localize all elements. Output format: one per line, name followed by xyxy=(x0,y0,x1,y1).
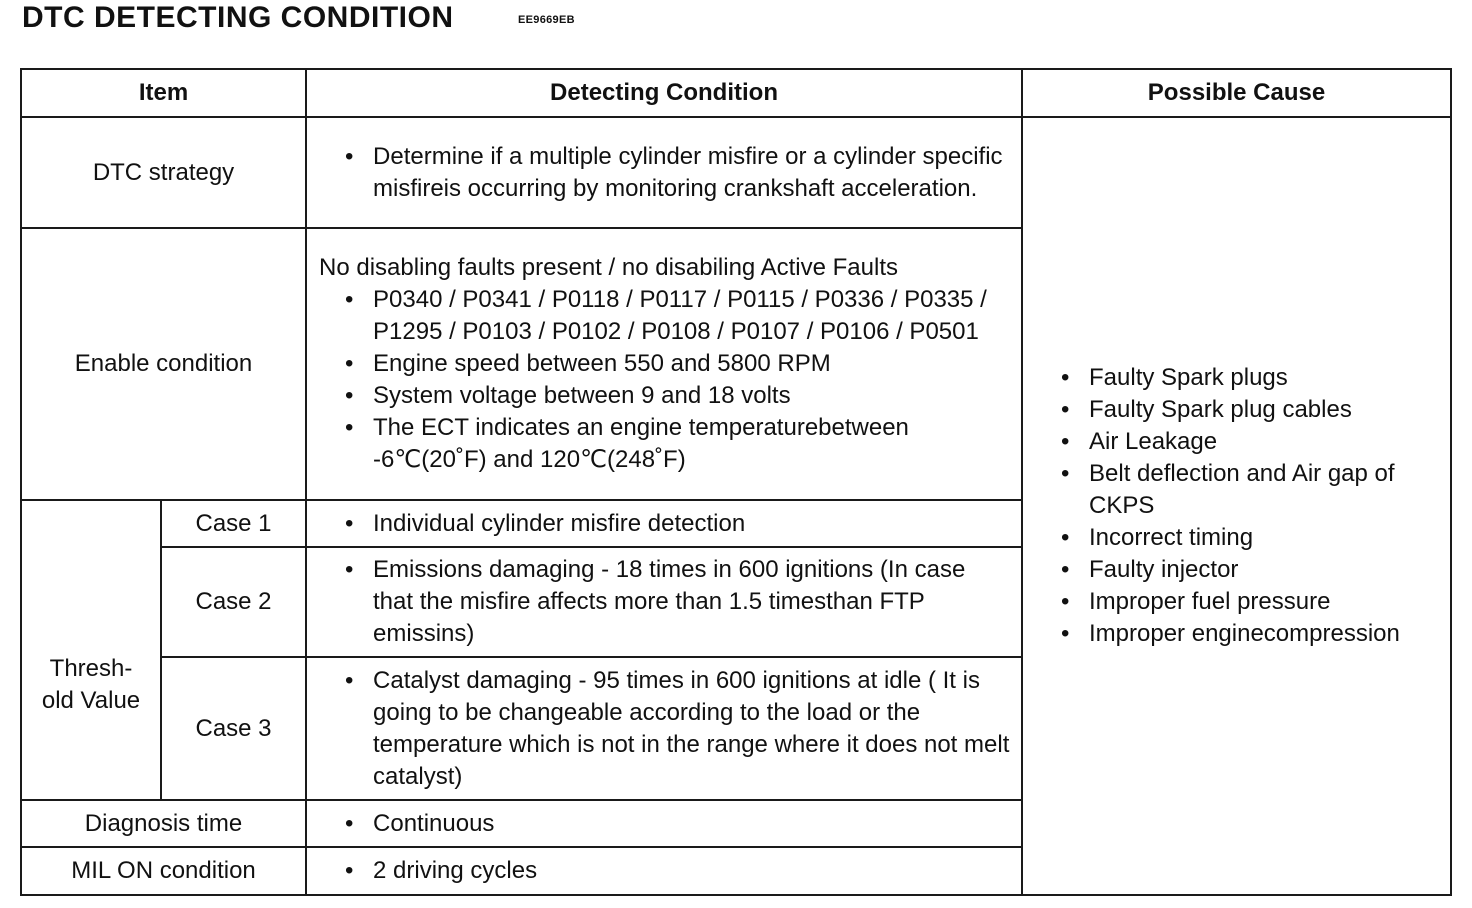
condition-mil-on xyxy=(306,847,1022,895)
possible-cause-cell xyxy=(1022,117,1451,895)
item-enable-condition: Enable condition xyxy=(21,228,306,500)
possible-cause-item: • Air Leakage xyxy=(1047,426,1450,458)
list-item: • P0340 / P0341 / P0118 / P0117 / P0115 / P0336 / P0335 / P1295 / P0103 / P0102 / P0108 / P0107 / P0106 / P0501 xyxy=(321,284,1011,348)
condition-case-1 xyxy=(306,500,1022,547)
table-header-row xyxy=(21,69,1451,117)
list-item: • Individual cylinder misfire detection xyxy=(321,508,1011,540)
possible-cause-item: • Improper fuel pressure xyxy=(1047,586,1450,618)
case-1-label: Case 1 xyxy=(161,500,306,547)
dtc-condition-table xyxy=(20,68,1452,896)
header-possible-cause: Possible Cause xyxy=(1022,69,1451,117)
item-threshold-value: Thresh- old Value xyxy=(21,500,161,800)
list-item: • Emissions damaging - 18 times in 600 ignitions (In case that the misfire affects more than 1.5 timesthan FTP emissins) xyxy=(321,554,1011,650)
possible-cause-item: • Incorrect timing xyxy=(1047,522,1450,554)
list-item: • Engine speed between 550 and 5800 RPM xyxy=(321,348,1011,380)
case-3-label: Case 3 xyxy=(161,657,306,800)
list-item: • Catalyst damaging - 95 times in 600 ignitions at idle ( It is going to be changeable according to the load or the temperature which is not in the range where it does not melt catalyst) xyxy=(321,665,1011,793)
case-2-label: Case 2 xyxy=(161,547,306,657)
condition-dtc-strategy xyxy=(306,117,1022,228)
possible-cause-item: • Faulty injector xyxy=(1047,554,1450,586)
document-code: EE9669EB xyxy=(518,14,575,26)
list-item: • Determine if a multiple cylinder misfire or a cylinder specific misfireis occurring by monitoring crankshaft acceleration. xyxy=(321,141,1011,205)
enable-lead-text: No disabling faults present / no disabiling Active Faults xyxy=(319,254,899,281)
item-diagnosis-time: Diagnosis time xyxy=(21,800,306,847)
header-detecting-condition: Detecting Condition xyxy=(306,69,1022,117)
possible-cause-item: • Faulty Spark plugs xyxy=(1047,362,1450,394)
header-item: Item xyxy=(21,69,306,117)
list-item: • 2 driving cycles xyxy=(321,855,1011,887)
condition-enable xyxy=(306,228,1022,500)
item-dtc-strategy: DTC strategy xyxy=(21,117,306,228)
table-row xyxy=(21,117,1451,228)
item-mil-on-condition: MIL ON condition xyxy=(21,847,306,895)
condition-case-3 xyxy=(306,657,1022,800)
list-item: • Continuous xyxy=(321,808,1011,840)
condition-diagnosis-time xyxy=(306,800,1022,847)
possible-cause-item: • Faulty Spark plug cables xyxy=(1047,394,1450,426)
condition-case-2 xyxy=(306,547,1022,657)
possible-cause-item: • Improper enginecompression xyxy=(1047,618,1450,650)
list-item: • System voltage between 9 and 18 volts xyxy=(321,380,1011,412)
list-item: • The ECT indicates an engine temperaturebetween -6℃(20˚F) and 120℃(248˚F) xyxy=(321,412,1011,476)
possible-cause-item: • Belt deflection and Air gap of CKPS xyxy=(1047,458,1450,522)
page-title: DTC DETECTING CONDITION xyxy=(22,1,454,34)
